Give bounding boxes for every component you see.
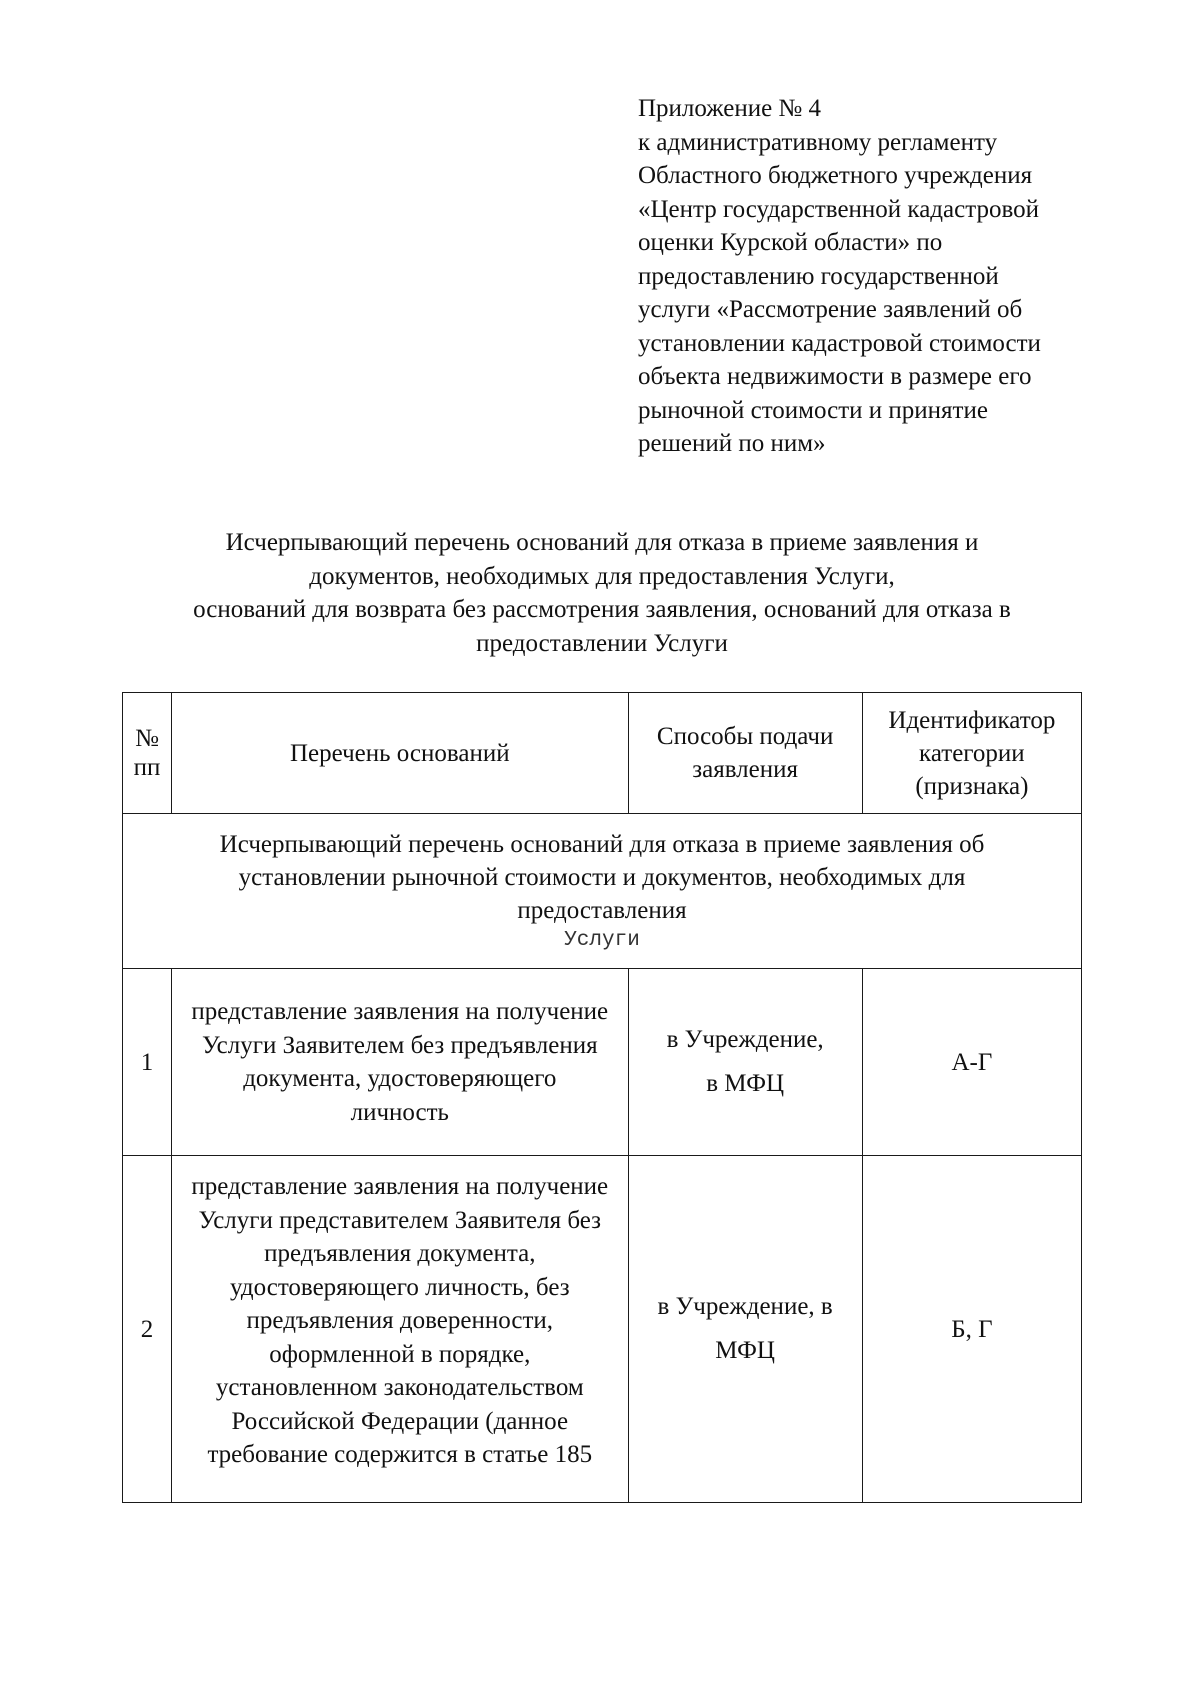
method-line: в МФЦ xyxy=(706,1070,785,1097)
header-identifier-line2: категории xyxy=(919,739,1025,767)
header-number-line1: № xyxy=(135,725,159,752)
annex-line: объекта недвижимости в размере его xyxy=(638,363,1032,390)
reason-line: Российской Федерации (данное xyxy=(231,1407,569,1435)
annex-line: оценки Курской области» по xyxy=(638,229,943,256)
reason-line: представление заявления на получение xyxy=(191,998,609,1025)
method-line: в Учреждение, xyxy=(666,1026,824,1053)
section-line-last: Услуги xyxy=(564,928,640,952)
annex-line: рыночной стоимости и принятие xyxy=(638,396,988,424)
annex-line: «Центр государственной кадастровой xyxy=(638,195,1039,223)
reason-line: установленном законодательством xyxy=(215,1374,584,1401)
row-number: 1 xyxy=(123,969,172,1156)
title-line: предоставлении Услуги xyxy=(476,629,728,657)
section-line: установлении рыночной стоимости и документов, необходимых для xyxy=(238,863,966,891)
table-section-row xyxy=(123,814,1082,969)
reason-line: представление заявления на получение xyxy=(191,1173,609,1200)
annex-line: решений по ним» xyxy=(638,430,826,457)
header-identifier-line1: Идентификатор xyxy=(888,706,1056,734)
header-reasons-label: Перечень оснований xyxy=(289,739,510,767)
reason-line: Услуги Заявителем без предъявления xyxy=(201,1031,598,1059)
reason-line: Услуги представителем Заявителя без xyxy=(198,1206,602,1234)
section-line: Исчерпывающий перечень оснований для отказа в приеме заявления об xyxy=(219,830,985,858)
annex-header xyxy=(638,92,1138,461)
method-line: в Учреждение, в xyxy=(657,1293,833,1320)
row-method xyxy=(628,1156,862,1503)
row-identifier: Б, Г xyxy=(862,1156,1081,1503)
table-row xyxy=(123,1156,1082,1503)
header-methods xyxy=(628,693,862,814)
title-line: оснований для возврата без рассмотрения заявления, оснований для отказа в xyxy=(193,596,1011,623)
header-identifier xyxy=(862,693,1081,814)
section-heading xyxy=(123,814,1082,969)
row-number: 2 xyxy=(123,1156,172,1503)
title-line: Исчерпывающий перечень оснований для отказа в приеме заявления и xyxy=(225,529,979,556)
reason-line: документа, удостоверяющего xyxy=(243,1065,557,1092)
row-reason xyxy=(172,1156,628,1503)
grounds-table xyxy=(122,692,1082,1503)
table-row xyxy=(123,969,1082,1156)
section-line: предоставления xyxy=(517,896,687,924)
header-methods-line1: Способы подачи xyxy=(656,723,834,750)
table-header-row xyxy=(123,693,1082,814)
row-method xyxy=(628,969,862,1156)
reason-line: оформленной в порядке, xyxy=(269,1340,531,1368)
header-number xyxy=(123,693,172,814)
header-methods-line2: заявления xyxy=(692,756,799,783)
reason-line: личность xyxy=(350,1098,449,1126)
row-identifier: А-Г xyxy=(862,969,1081,1156)
annex-line: предоставлению государственной xyxy=(638,262,999,290)
reason-line: предъявления документа, xyxy=(264,1240,536,1267)
title-line: документов, необходимых для предоставления Услуги, xyxy=(309,562,895,590)
annex-line: услуги «Рассмотрение заявлений об xyxy=(638,296,1023,323)
document-title xyxy=(120,526,1084,660)
reason-line: требование содержится в статье 185 xyxy=(207,1441,593,1468)
annex-line: установлении кадастровой стоимости xyxy=(638,329,1041,357)
annex-line: к административному регламенту xyxy=(638,128,998,156)
header-identifier-line3: (признака) xyxy=(915,772,1029,800)
annex-line: Приложение № 4 xyxy=(638,95,822,122)
method-line: МФЦ xyxy=(715,1337,775,1364)
annex-line: Областного бюджетного учреждения xyxy=(638,162,1033,189)
reason-line: предъявления доверенности, xyxy=(246,1307,553,1334)
header-number-line2: пп xyxy=(133,754,161,781)
row-reason xyxy=(172,969,628,1156)
reason-line: удостоверяющего личность, без xyxy=(229,1273,570,1301)
header-reasons xyxy=(172,693,628,814)
